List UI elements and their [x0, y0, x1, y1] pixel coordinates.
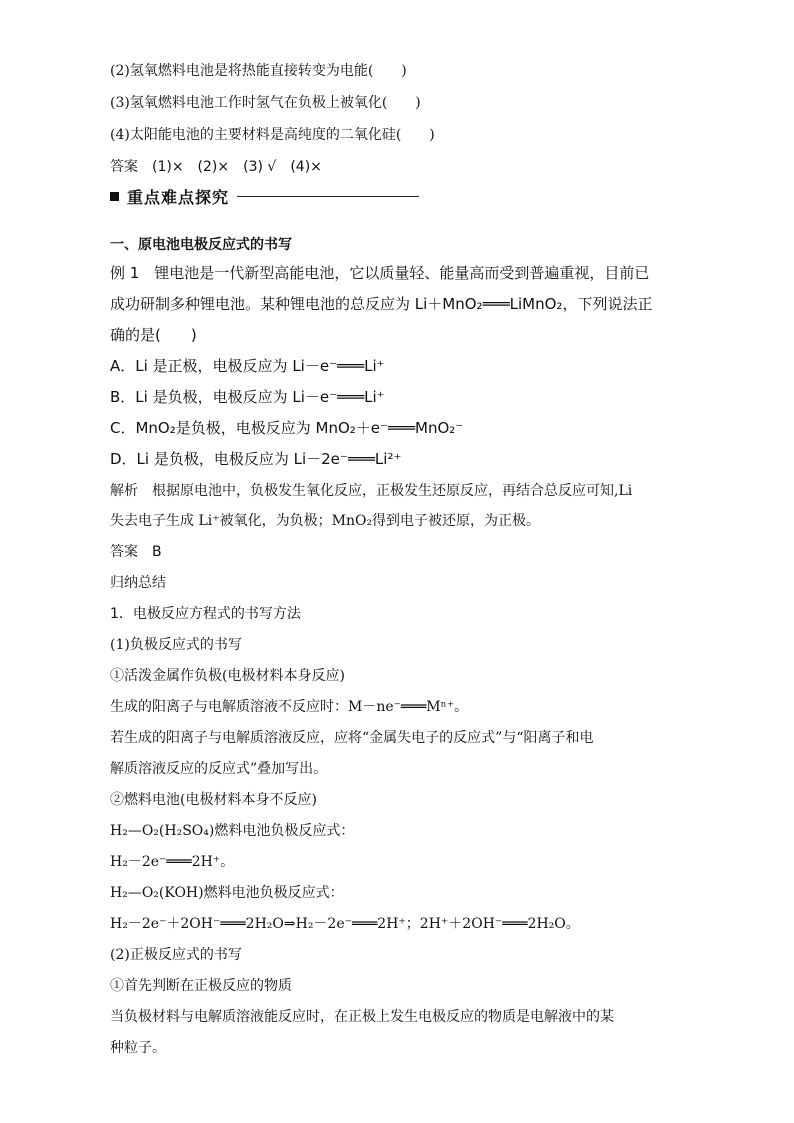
section-divider	[237, 196, 419, 197]
positive-line-1: 当负极材料与电解质溶液能反应时，在正极上发生电极反应的物质是电解液中的某	[110, 1009, 614, 1025]
option-c: C．MnO₂是负极，电极反应为 MnO₂＋e⁻═══MnO₂⁻	[110, 419, 464, 437]
example-line-3: 确的是( )	[110, 326, 197, 344]
option-d: D．Li 是负极，电极反应为 Li－2e⁻═══Li²⁺	[110, 450, 402, 468]
option-a: A．Li 是正极，电极反应为 Li－e⁻═══Li⁺	[110, 357, 385, 375]
section-title: 重点难点探究	[127, 187, 230, 207]
cation-no-react-line: 生成的阳离子与电解质溶液不反应时：M－ne⁻═══Mⁿ⁺。	[110, 699, 469, 715]
positive-first-step: ①首先判断在正极反应的物质	[110, 978, 292, 994]
square-bullet-icon	[110, 192, 119, 201]
top-answer: 答案 (1)× (2)× (3) √ (4)×	[110, 159, 322, 175]
h2so4-equation: H₂－2e⁻═══2H⁺。	[110, 854, 235, 870]
example-answer: 答案 B	[110, 544, 162, 560]
option-b: B．Li 是负极，电极反应为 Li－e⁻═══Li⁺	[110, 388, 385, 406]
question-4: (4)太阳能电池的主要材料是高纯度的二氧化硅( )	[110, 127, 435, 143]
example-line-2: 成功研制多种锂电池。某种锂电池的总反应为 Li＋MnO₂═══LiMnO₂，下列说法正	[110, 295, 653, 313]
negative-electrode-title: (1)负极反应式的书写	[110, 637, 242, 653]
cation-react-line-2: 解质溶液反应的反应式”叠加写出。	[110, 761, 328, 777]
method-heading: 1．电极反应方程式的书写方法	[110, 606, 301, 622]
h2so4-title: H₂—O₂(H₂SO₄)燃料电池负极反应式：	[110, 823, 355, 839]
question-3: (3)氢氧燃料电池工作时氢气在负极上被氧化( )	[110, 95, 421, 111]
koh-title: H₂—O₂(KOH)燃料电池负极反应式：	[110, 885, 344, 901]
positive-line-2: 种粒子。	[110, 1040, 166, 1056]
koh-equation: H₂－2e⁻＋2OH⁻═══2H₂O⇒H₂－2e⁻═══2H⁺；2H⁺＋2OH⁻═══2H₂O。	[110, 916, 580, 932]
active-metal-line: ①活泼金属作负极(电极材料本身反应)	[110, 668, 345, 684]
part-heading: 一、原电池电极反应式的书写	[110, 237, 292, 253]
analysis-line-1: 解析 根据原电池中，负极发生氧化反应，正极发生还原反应，再结合总反应可知,Li	[110, 483, 633, 499]
analysis-line-2: 失去电子生成 Li⁺被氧化，为负极；MnO₂得到电子被还原，为正极。	[110, 513, 541, 529]
cation-react-line-1: 若生成的阳离子与电解质溶液反应，应将“金属失电子的反应式”与“阳离子和电	[110, 730, 594, 746]
question-2: (2)氢氧燃料电池是将热能直接转变为电能( )	[110, 63, 407, 79]
positive-electrode-title: (2)正极反应式的书写	[110, 947, 242, 963]
section-header	[110, 184, 419, 208]
summary-heading: 归纳总结	[110, 575, 166, 591]
example-line-1: 例 1 锂电池是一代新型高能电池，它以质量轻、能量高而受到普遍重视，目前已	[110, 264, 650, 282]
fuel-cell-line: ②燃料电池(电极材料本身不反应)	[110, 792, 317, 808]
